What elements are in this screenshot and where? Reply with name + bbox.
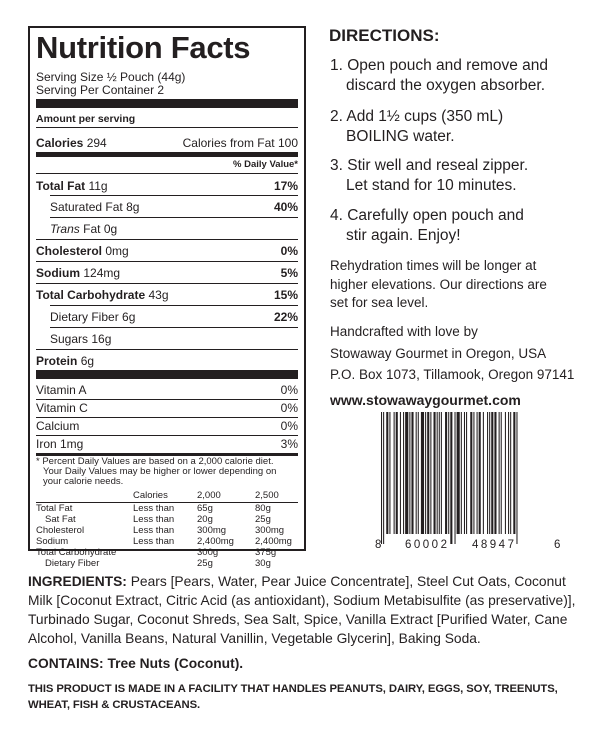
calories-from-fat: Calories from Fat 100 (182, 136, 298, 150)
nutrient-amount: 6g (122, 310, 136, 324)
dietary-fiber-row (50, 310, 135, 324)
barcode (373, 412, 561, 552)
nutrient-label: Trans (50, 222, 80, 236)
barcode-bar (416, 412, 417, 534)
facility-warning: THIS PRODUCT IS MADE IN A FACILITY THAT HANDLES PEANUTS, DAIRY, EGGS, SOY, TREENUTS, (28, 683, 558, 695)
barcode-bar (499, 412, 500, 534)
medium-divider (36, 152, 298, 157)
barcode-bar (457, 412, 460, 534)
divider (50, 327, 298, 328)
protein-row (36, 354, 94, 368)
ingredients-line: Milk [Coconut Extract, Citric Acid (as antioxidant), Sodium Metabisulfite (as preservative)], (28, 593, 576, 608)
ref-cell: Sodium (36, 536, 69, 547)
footnote-line: Your Daily Values may be higher or lower depending on (43, 466, 277, 477)
ref-header: 2,500 (255, 490, 279, 501)
barcode-bar (425, 412, 426, 534)
divider (36, 261, 298, 262)
barcode-bar (396, 412, 398, 534)
amount-per-serving: Amount per serving (36, 113, 136, 125)
nutrient-label: Sugars (50, 332, 89, 346)
ref-cell: 2,400mg (197, 536, 234, 547)
calories-value: 294 (86, 136, 107, 150)
nutrient-amount: 11g (88, 179, 108, 193)
barcode-bar (400, 412, 401, 534)
barcode-bar (434, 412, 436, 534)
sugars-row (50, 332, 111, 346)
trans-fat-row (50, 222, 117, 236)
ref-cell: 300mg (255, 525, 285, 536)
nutrition-title: Nutrition Facts (36, 30, 251, 65)
barcode-digit: 6 (554, 539, 561, 551)
barcode-bar (505, 412, 506, 534)
vitamin-dv: 0% (280, 401, 298, 415)
directions-title: DIRECTIONS: (329, 26, 440, 45)
total-carbohydrate-row (36, 288, 169, 302)
nutrient-amount: 43g (148, 288, 169, 302)
servings-per-container: Serving Per Container 2 (36, 83, 165, 97)
barcode-bar (383, 412, 384, 544)
ref-cell: 20g (197, 514, 213, 525)
divider (36, 173, 298, 174)
daily-value-header: % Daily Value* (233, 159, 298, 170)
company-info: Stowaway Gourmet in Oregon, USA (330, 346, 547, 361)
ref-cell: 30g (255, 558, 271, 569)
nutrient-label: Saturated Fat (50, 200, 123, 214)
barcode-digits-left: 60002 (405, 539, 450, 551)
company-info: Handcrafted with love by (330, 324, 478, 339)
ingredients-label: INGREDIENTS: (28, 574, 127, 589)
ingredients-line (28, 572, 566, 591)
barcode-bar (473, 412, 474, 534)
vitamin-dv: 0% (280, 383, 298, 397)
nutrient-amount: 124mg (83, 266, 121, 280)
nutrient-label: Cholesterol (36, 244, 103, 258)
vitamin-label: Calcium (36, 419, 80, 433)
ingredients-text: Pears [Pears, Water, Pear Juice Concentrate], Steel Cut Oats, Coconut (126, 574, 566, 589)
nutrient-dv: 17% (273, 179, 298, 193)
ref-cell: 300g (197, 547, 219, 558)
barcode-bar (418, 412, 419, 534)
barcode-bar (421, 412, 424, 534)
barcode-bar (439, 412, 440, 534)
ref-cell: Less than (133, 503, 175, 514)
divider (36, 349, 298, 350)
barcode-bar (450, 412, 452, 544)
website-link[interactable]: www.stowawaygourmet.com (330, 392, 521, 408)
serving-size: Serving Size ½ Pouch (44g) (36, 70, 186, 84)
divider (36, 435, 298, 436)
vitamin-label: Vitamin A (36, 383, 87, 397)
ingredients-line: Alcohol, Vanilla Beans, Natural Vanillin, Vegetable Glycerin], Baking Soda. (28, 631, 481, 646)
barcode-bar (455, 412, 456, 544)
ref-cell: 65g (197, 503, 213, 514)
barcode-bar (394, 412, 395, 534)
divider (36, 127, 298, 128)
nutrient-label: Dietary Fiber (50, 310, 119, 324)
divider (36, 399, 298, 400)
ref-cell: Sat Fat (45, 514, 76, 525)
cholesterol-row (36, 244, 129, 258)
barcode-digit: 8 (375, 539, 382, 551)
barcode-bar (513, 412, 515, 534)
ref-cell: Total Fat (36, 503, 73, 514)
vitamin-dv: 3% (280, 437, 298, 451)
nutrient-dv: 22% (273, 310, 298, 324)
rehydration-note: higher elevations. Our directions are (330, 277, 547, 292)
nutrient-dv: 40% (273, 200, 298, 214)
nutrient-amount: 6g (80, 354, 95, 368)
barcode-bar (437, 412, 438, 534)
barcode-bar (494, 412, 496, 534)
calories-label: Calories (36, 136, 84, 150)
ref-cell: 25g (255, 514, 271, 525)
barcode-bar (427, 412, 429, 534)
barcode-bar (470, 412, 472, 534)
barcode-bar (516, 412, 517, 544)
divider (50, 305, 298, 306)
thick-divider (36, 370, 298, 379)
direction-step: 4. Carefully open pouch and (330, 207, 524, 224)
barcode-bar (448, 412, 449, 534)
divider (36, 239, 298, 240)
ref-cell: Less than (133, 536, 175, 547)
nutrient-amount: 16g (91, 332, 112, 346)
vitamin-label: Iron 1mg (36, 437, 84, 451)
barcode-bars (373, 412, 561, 552)
divider (36, 417, 298, 418)
calories-row (36, 136, 107, 150)
saturated-fat-row (50, 200, 139, 214)
direction-step-cont: stir again. Enjoy! (346, 227, 461, 244)
barcode-digits-right: 48947 (472, 539, 517, 551)
direction-step-cont: discard the oxygen absorber. (346, 77, 546, 94)
barcode-bar (411, 412, 413, 534)
ref-cell: 25g (197, 558, 213, 569)
footnote-line: your calorie needs. (43, 476, 124, 487)
sodium-row (36, 266, 120, 280)
barcode-bar (430, 412, 431, 534)
nutrient-label: Sodium (36, 266, 80, 280)
ref-cell: 300mg (197, 525, 227, 536)
direction-step-cont: BOILING water. (346, 128, 455, 145)
direction-step: 1. Open pouch and remove and (330, 57, 549, 74)
barcode-bar (441, 412, 442, 534)
ref-cell: Total Carbohydrate (36, 547, 117, 558)
barcode-bar (403, 412, 404, 534)
nutrient-dv: 5% (280, 266, 298, 280)
barcode-bar (483, 412, 484, 534)
barcode-bar (389, 412, 390, 534)
barcode-bar (445, 412, 447, 534)
barcode-bar (479, 412, 481, 534)
barcode-bar (491, 412, 493, 534)
nutrition-facts-panel (28, 26, 306, 569)
footnote-line: * Percent Daily Values are based on a 2,000 calorie diet. (36, 456, 274, 467)
barcode-bar (466, 412, 467, 534)
divider (50, 195, 298, 196)
ref-header: 2,000 (197, 490, 221, 501)
divider (36, 283, 298, 284)
divider (50, 217, 298, 218)
nutrient-dv: 15% (273, 288, 298, 302)
ref-cell: 375g (255, 547, 277, 558)
vitamin-label: Vitamin C (36, 401, 88, 415)
nutrient-dv: 0% (280, 244, 298, 258)
ref-cell: Cholesterol (36, 525, 85, 536)
nutrient-amount: 8g (126, 200, 140, 214)
barcode-bar (510, 412, 511, 534)
vitamin-dv: 0% (280, 419, 298, 433)
barcode-bar (409, 412, 410, 534)
nutrient-amount: 0mg (105, 244, 129, 258)
contains-allergens: CONTAINS: Tree Nuts (Coconut). (28, 656, 244, 671)
ref-cell: 2,400mg (255, 536, 292, 547)
ref-cell: 80g (255, 503, 271, 514)
ref-cell: Less than (133, 514, 175, 525)
thick-divider (36, 99, 298, 108)
ref-header: Calories (133, 490, 168, 501)
barcode-bar (477, 412, 478, 534)
facility-warning: WHEAT, FISH & CRUSTACEANS. (28, 699, 201, 711)
barcode-bar (501, 412, 502, 534)
barcode-bar (386, 412, 388, 534)
barcode-bar (405, 412, 408, 534)
nutrient-label: Protein (36, 354, 78, 368)
barcode-bar (508, 412, 509, 534)
barcode-bar (461, 412, 462, 534)
barcode-bar (464, 412, 465, 534)
direction-step: 2. Add 1½ cups (350 mL) (330, 108, 504, 125)
nutrient-label: Total Fat (36, 179, 86, 193)
ingredients-line: Turbinado Sugar, Coconut Shreds, Sea Salt, Spice, Vanilla Extract [Purified Water, Cane (28, 612, 568, 627)
direction-step: 3. Stir well and reseal zipper. (330, 157, 529, 174)
rehydration-note: set for sea level. (330, 295, 429, 310)
barcode-bar (381, 412, 382, 544)
total-fat-row (36, 179, 108, 193)
company-address: P.O. Box 1073, Tillamook, Oregon 97141 (330, 367, 575, 382)
ref-cell: Dietary Fiber (45, 558, 100, 569)
ref-cell: Less than (133, 525, 175, 536)
nutrient-label: Total Carbohydrate (36, 288, 146, 302)
barcode-bar (489, 412, 490, 534)
direction-step-cont: Let stand for 10 minutes. (346, 177, 517, 194)
rehydration-note: Rehydration times will be longer at (330, 258, 537, 273)
barcode-bar (487, 412, 488, 534)
nutrient-amount: Fat 0g (83, 222, 118, 236)
